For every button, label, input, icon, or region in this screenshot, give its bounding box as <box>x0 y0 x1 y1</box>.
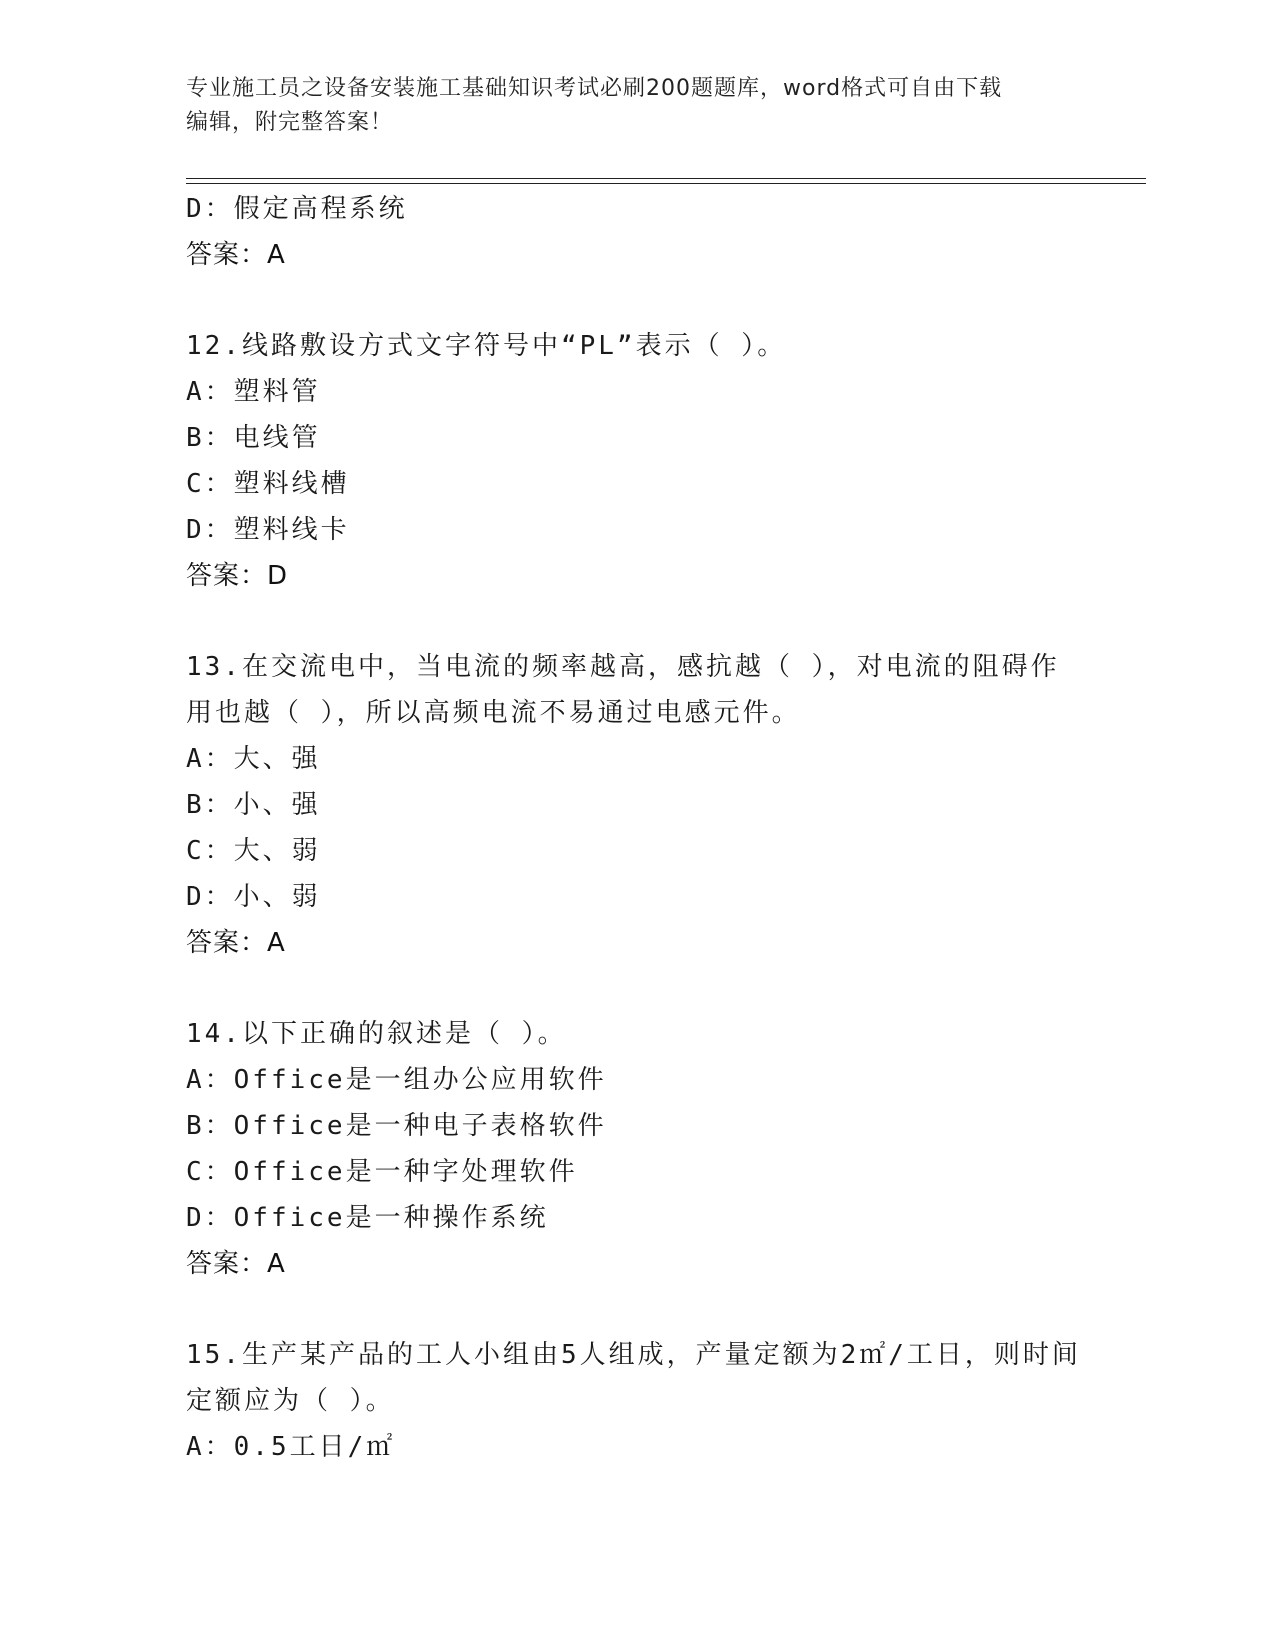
option-d: D：假定高程系统 <box>186 194 408 224</box>
option-d: D：Office是一种操作系统 <box>186 1203 549 1233</box>
question-14 <box>186 1011 1086 1287</box>
header-divider-top <box>186 178 1146 179</box>
option-d: D：小、弱 <box>186 882 321 912</box>
option-c: C：塑料线槽 <box>186 469 350 499</box>
header-title-line2: 编辑，附完整答案！ <box>186 110 394 135</box>
header-title-line1: 专业施工员之设备安装施工基础知识考试必刷200题题库，word格式可自由下载 <box>186 76 1003 101</box>
answer-line: 答案：D <box>186 561 289 591</box>
option-d: D：塑料线卡 <box>186 515 350 545</box>
spacer <box>186 599 1086 644</box>
question-13 <box>186 644 1086 966</box>
previous-question-tail <box>186 186 1086 278</box>
document-body <box>186 186 1086 1470</box>
option-c: C：Office是一种字处理软件 <box>186 1157 578 1187</box>
option-a: A：0.5工日/㎡ <box>186 1432 396 1462</box>
question-stem-line2: 用也越（ ），所以高频电流不易通过电感元件。 <box>186 698 801 728</box>
spacer <box>186 278 1086 323</box>
question-stem-line2: 定额应为（ ）。 <box>186 1386 395 1416</box>
option-b: B：Office是一种电子表格软件 <box>186 1111 607 1141</box>
question-12 <box>186 323 1086 599</box>
question-15 <box>186 1332 1086 1470</box>
question-stem-line1: 15.生产某产品的工人小组由5人组成，产量定额为2㎡/工日，则时间 <box>186 1340 1081 1370</box>
header-divider-bottom <box>186 183 1146 184</box>
answer-line: 答案：A <box>186 928 286 958</box>
option-b: B：电线管 <box>186 423 321 453</box>
question-stem: 12.线路敷设方式文字符号中“PL”表示（ ）。 <box>186 331 787 361</box>
spacer <box>186 966 1086 1011</box>
option-a: A：Office是一组办公应用软件 <box>186 1065 607 1095</box>
option-a: A：塑料管 <box>186 377 321 407</box>
document-header <box>186 72 1066 140</box>
question-stem-line1: 13.在交流电中，当电流的频率越高，感抗越（ ），对电流的阻碍作 <box>186 652 1060 682</box>
option-c: C：大、弱 <box>186 836 321 866</box>
spacer <box>186 1287 1086 1332</box>
question-stem: 14.以下正确的叙述是（ ）。 <box>186 1019 567 1049</box>
option-a: A：大、强 <box>186 744 321 774</box>
answer-line: 答案：A <box>186 1249 286 1279</box>
answer-line: 答案：A <box>186 240 286 270</box>
option-b: B：小、强 <box>186 790 321 820</box>
